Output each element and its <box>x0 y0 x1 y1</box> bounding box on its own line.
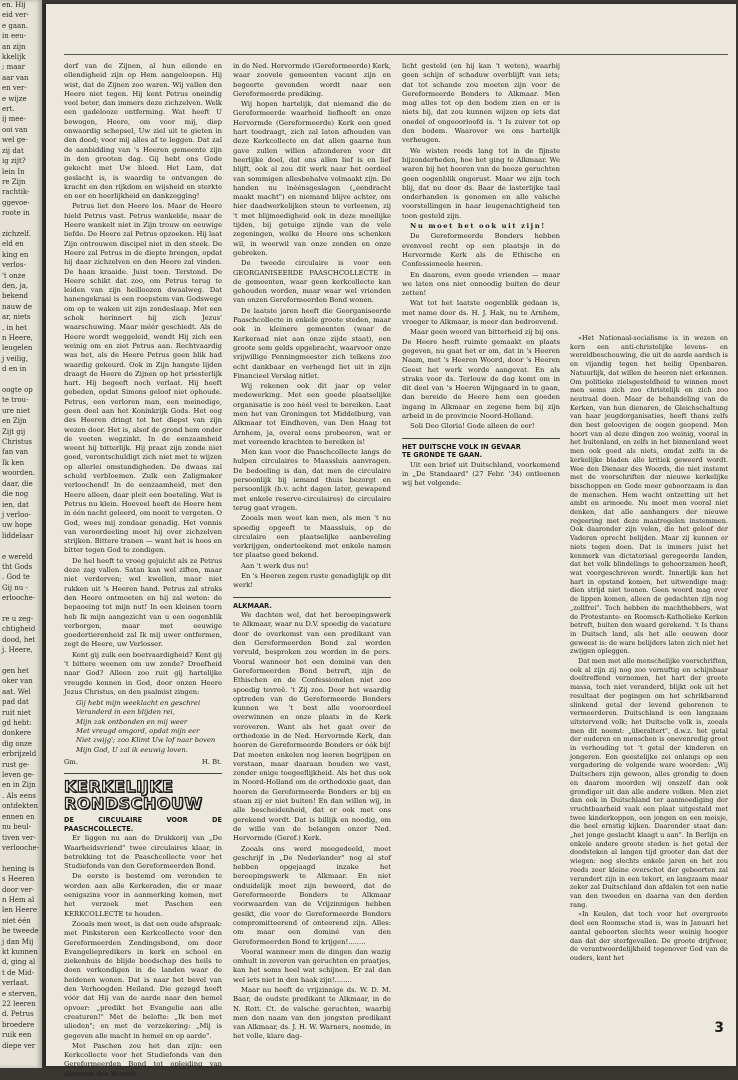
article-heading: DE CIRCULAIRE VOOR DE PAASCHCOLLECTE. <box>64 816 222 833</box>
prev-page-line: j veilig, <box>2 354 28 363</box>
banner-line-2: RONDSCHOUW <box>64 794 203 814</box>
col2-para-13: Maar nu heeft de vrijzinnige ds. W. D. M. Baar, de oudste predikant te Alkmaar, in de N. Rott. Ct. de valsche geruchten, waarbij men den naam van den jongsten predikant van Alkmaar, ds. J. H. W. Warners, noemde, in het volle, klare dag- <box>233 986 391 1041</box>
prev-page-line: n Heere, <box>2 334 33 342</box>
prev-page-line: Christus <box>2 438 32 447</box>
prev-page-line: bekend <box>2 292 28 301</box>
col2-para-8: Aan 't werk dus nu! <box>241 561 309 570</box>
prev-page-line: verlaat. <box>2 979 30 988</box>
col3-para-2: We wisten reeds lang tot in de fijnste bijzonderheden, hoe het ging te Alkmaar. We waren bij het hooren van de booze geruchten geen oogenblik ongerust. Maar we zijn toch blij, dat nu door ds. Baar de lasterlijke taal onderhanden is genomen en alle valsche voorstellingen in haar leugenachtigheid ten toon gesteld zijn. <box>402 146 560 220</box>
prev-page-line: d en in <box>2 365 27 374</box>
prev-page-line <box>0 541 42 551</box>
col3-para-9: Uit een brief uit Duitschland, voorkomend in „De Standaard" (27 Febr. '34) ontleenen wij het volgende: <box>402 460 560 488</box>
prev-page-line: eid ver- <box>2 11 29 20</box>
prev-page-line: ggevoe- <box>2 198 30 207</box>
col1-para-8: Met Paschen zou het dan zijn: een Kerkcollecte voor het Studiefonds van den Gereformeerden Bond tot opleiding van dienaren des Woords <box>64 1041 222 1078</box>
prev-page-line: woorden. <box>2 469 36 478</box>
section-divider <box>233 597 391 598</box>
prev-page-line: niet één <box>2 916 31 925</box>
prev-page-line: en ver- <box>2 84 27 93</box>
top-rule <box>64 54 728 55</box>
prev-page-line: ure niet <box>2 406 30 415</box>
col3-para-5: En daarom, even goede vrienden — maar we laten ons niet onnoodig buiten de deur zetten! <box>402 270 560 298</box>
prev-page-line: e wereld <box>2 552 33 561</box>
column-3 <box>402 62 560 489</box>
prev-page-line: wel ge- <box>2 136 28 145</box>
prev-page-line: ontdekten <box>2 802 38 811</box>
prev-page-line: , in het <box>2 323 27 332</box>
prev-page-line: len Heere <box>2 906 37 915</box>
prev-page-line: en. Hij <box>2 1 26 9</box>
prev-page-line: an zijn <box>2 42 26 51</box>
prev-page-line: die nog <box>2 490 29 499</box>
section-divider <box>402 438 560 439</box>
prev-page-line: j dan Mij <box>2 937 34 946</box>
prev-page-line: s Heeren <box>2 875 35 884</box>
col3-para-7: Maar geen woord van bitterheid zij bij ons. De Heere heeft ruimte gemaakt en plaats gegeven, nu gaat het er om, dat in 's Heeren Naam, met 's Heeren Woord, door 's Heeren Geest het werk worde aangevat. En als straks voor ds. Terlouw de dag komt om in dit deel van 's Heeren Wijngaard in te gaan, dan bereide de Heere hem een goeden ingang in Alkmaar en zegene hem bij zijn arbeid in de provincie Noord-Holland. <box>402 328 560 420</box>
prev-page-line: ruik een <box>2 1031 32 1040</box>
col2-para-6: Men kan voor die Paaschcollecte langs de hulpen circulaires te Maassluis aanvragen. De bedoeling is dan, dat men de circulaire persoonlijk bij iemand thuis bezorgt en persoonlijk (b.v. acht dagen later, gewapend met enkele reserve-circulaires) de circulaire terug gaat vragen. <box>233 448 391 512</box>
prev-page-line: dig onze <box>2 739 32 748</box>
col1-para-3: De hel heeft te vroeg gejuicht als ze Petrus deze zag vallen. Satan kan wel ziften, maar niet verderven; wel kwellen, maar niet rukken uit 's Heeren hand. Petrus zal straks den Heere ontmoeten en hij zal weten: de bepaoeing tot mijn nut! In een kleinen toorn heb Ik mijn aangezicht van u een oogenblik verborgen, maar met eeuwige goedertierenheid zal Ik mij uwer ontfermen, zegt de Heere, uw Verlosser. <box>64 556 222 649</box>
col2-para-1: in de Ned. Hervormde (Gereformeerde) Kerk, waar zoovele gemeenten vacant zijn en begeerte gevonden wordt naar een Gereformeerde prediking. <box>233 62 391 98</box>
prev-page-line: rust ge- <box>2 760 30 769</box>
prev-page-line: j. Heere, <box>2 646 33 655</box>
prev-page-line: ruit niet <box>2 708 31 717</box>
prev-page-line: ig zijt? <box>2 157 26 166</box>
prev-page-line: re Zijn <box>2 177 26 186</box>
col2-para-9: En 's Heeren zegen ruste genadiglijk op dit werk! <box>233 572 391 590</box>
prev-page-line: ooi van <box>2 125 28 134</box>
prev-page-line: lein In <box>2 167 25 176</box>
prev-page-line: en in Zijn <box>2 781 36 790</box>
poem-line: Met vreugd omgord, opdat mijn eer <box>76 727 200 736</box>
banner-line-1: KERKELIJKE <box>64 777 174 797</box>
col1-para-7: Zooals men weet, is dat een oude afspraak: met Pinksteren een Kerkcollecte voor den Gereformeerden Zendingsbond, om door Evangeliepredikers in kerk en school en ziekenhuis de blijde boodschap des heils te doen verkondigen in de landen waar de heidenen wonen. Dat is naar het bevel van den Verhoogden Heiland. Die gezegd heeft vóór dat Hij van de aarde naar den hemel opvoer: „predikt het Evangelie aan alle creaturen!" Met de belofte: „Ik ben met ulieden"; en met de verzekering: „Mij is gegeven alle macht in hemel en op aarde". <box>64 919 222 1040</box>
prev-page-line: broedere <box>2 1020 35 1029</box>
prev-page-line: 22 leeren <box>2 1000 36 1008</box>
prev-page-line: leugelen <box>2 344 33 353</box>
col2-para-12: Vooral wanneer men de dingen dan wazig omhult in zeveren van geruchten en praatjes, kan het soms heel wat schijnen. Er zal dan wel iets niet in den haak zijn!........ <box>233 947 391 984</box>
column-4 <box>570 334 728 964</box>
col4-para-2: Dat men met alle menschelijke voorschriften, ook al zijn zij nog zoo vernuftig en schijnbaar doeltreffend vernomen, het hart der groote massa, toch niet veranderd, blijkt ook uit het resultaat der pogingen om het schrikbarend slinkend getal der levend geborenen te vermeerderen. Duitschland is een langzaam uitstervend volk; het Duitsche volk is, zooals men dit noemt: „überaltert", d.w.z. het getal der ouderen en menschen is onevenredig groot in verhouding tot 't getal der kinderen en jongeren. Een geestelijke zei onlangs op een vergadering de volgende ware woorden: „Wij Duitschers zijn gewoon, alles grondig te doen en daarom moorden wij onszelf dan ook grondiger uit dan alle andere volken. Men ziet dan ook in Duitschland ter aanmoediging der vruchtbaarheid vaak een plaat uitgestald met twee kinderkoppen, een jongen en een meisje, die heel ernstig kijken. Daaronder staat dan: „het jonge geslacht klaagt u aan". In Berlijn en enkele andere groote steden is het getal der doodsteken al langen tijd grooter dan dat der wiegen: nog slechts enkele jaren en het zou reeds zeer kleine overschot der geboorten zal verandert zijn in een tekort, en langzaam maar zeker zal Duitschland dan afdalen tot een natie van den tweeden en daarna van den derden rang. <box>570 657 728 909</box>
col3-para-6: Wat tot het laatste oogenblik gedaan is, met name door ds. H. J. Hak, nu te Arnhem, vroeger te Alkmaar, is meer dan bedroevend. <box>402 299 560 327</box>
prev-page-line: en Zijn <box>2 417 27 426</box>
prev-page-line: e wijze <box>2 94 27 103</box>
poem-line: Mijn zak ontbonden en mij weer <box>76 717 188 726</box>
prev-page-line: diepe ver <box>2 1041 36 1050</box>
prev-page-line: tht Gods <box>2 562 33 571</box>
prev-page-line: te trou- <box>2 396 29 405</box>
prev-page-line: Gij nu - <box>2 583 28 592</box>
prev-page-line: t de Mid- <box>2 968 35 977</box>
prev-page-line <box>0 604 42 614</box>
prev-page-line: roote in <box>2 209 30 218</box>
prev-page-line: zij dat <box>2 146 24 155</box>
psalm-verse <box>76 699 222 755</box>
col1-para-6: De eerste is bestemd om veronden te worden aan alle Kerkeraden, die er maar eenigszins voor in aanmerking komen, met het verzoek met Paschen een KERKCOLLECTE te houden. <box>64 872 222 918</box>
prev-page-line: be tweede <box>2 927 39 936</box>
prev-page-line: aat. Wel <box>2 687 31 696</box>
col4-para-1: »Het Nationaal-socialisme is in wezen en kern een anti-christelijke levens- en wereldbeschouwing, die uit de aarde aardsch is en vijandig tegen het heilig Openbaren. Natuurlijk, dat willen de heeren niet erkennen. Om politieke zielsgesteldheid te winnen moet men soms zich zoo christelijk en zich zoo neutraal doen. Maar de behandeling van de Kerken, van hun dienaren, de Gleichschaltung van haar jeugdorganisaties, heeft thans zelfs den best geloovigen de oogen geopend. Men hoort van al deze dingen zoo weinig, vooral in het buitenland, en zelfs in het binnenland weet men ook goed als niets, omdat zelfs in de kerkelijke bladen alle kritiek geweerd wordt. Wee den Dienaar des Woords, die niet instemt met de voorschriften der nieuwe kerkelijke bisschoppen en Gode meer gehoorzaam is dan de menschen. Hem wacht ontzetting uit het ambt en armoede. Nu moet men vooral niet denken, dat alle aanhangers der nieuwe regeering met deze maatregelen instemmen. Ook daaronder zijn velen, die het geloof der Vaderen oprecht belijden. Maar zij kunnen er niets tegen doen. Dat is immers juist het kenmerk van dictatoriaal geregeerde landen, dat het volk blindelings te gehoorzamen heeft, wat voorgeschreven wordt. Innerlijk kan het hart in opstand komen, het uitwendige mag: dien strijd niet toonen. Geen woord mag over de lippen komen, alleen de gedachten zijn nog „zollfrei". Toch hebben de machthebbers, wat de Protestante- en Roomsch-Katholieke Kerken betreft, buiten den waard gerekend. 't Is thans in Duitsch land, als het alle eeuwen door geweest is: de ware belijders laten zich niet het zwijgen opleggen. <box>570 334 728 656</box>
prev-page-line: chtigheid <box>2 625 36 634</box>
prev-page-line: king en <box>2 250 29 259</box>
prev-page-line: n Hem al <box>2 895 35 904</box>
prev-page-line: liddelaar <box>2 531 34 540</box>
prev-page-line: leven ge- <box>2 771 35 780</box>
prev-page-line: donkere <box>2 729 32 738</box>
prev-page-line: ar, niets <box>2 313 31 322</box>
prev-page-line: e gaan. <box>2 21 28 30</box>
col2-para-3: De tweede circulaire is voor een GEORGANISEERDE PAASCHCOLLECTE in de gemeenten, waar geen kerkcollecte kan gehouden worden, maar waar wel vrienden van onzen Gereformeerden Bond wonen. <box>233 259 391 305</box>
prev-page-line: ; maar <box>2 63 25 72</box>
prev-page-line: eld en <box>2 240 24 249</box>
col4-para-3: »In Keulen, dat toch voor het overgroote deel een Roomsche stad is, was in Januari het aantal geboorten slechts weer weinig hooger dan dat der sterfgevallen. De groote drijfveer, de verantwoordelijkheid tegenover God van de ouders, kent het <box>570 910 728 962</box>
prev-page-line: door ver- <box>2 885 35 894</box>
column-1 <box>64 62 222 1080</box>
prev-page-line: oker van <box>2 677 33 686</box>
col3-para-1: licht gesteld (en hij kan 't weten), waarbij geen schijn of schaduw overblijft van iets; dat tot schande zou moeten zijn voor de Gereformeerde Bonders te Alkmaar. Men mag alles tot op den bodem zien en er is niets bij, dat zou kunnen wijzen op iets dat onedel of ongeoorloofd is. 't Is zuiver tot op den bodem. Waarover we ons hartelijk verheugen. <box>402 62 560 145</box>
prev-page-line: uw hope <box>2 521 33 530</box>
prev-page-line: rachtik- <box>2 188 30 197</box>
poem-line: Mijn God, U zal ik eeuwig loven. <box>76 745 188 754</box>
poem-line: Veranderd in een blijden rei, <box>76 708 175 717</box>
col3-para-4: De Gereformeerde Bonders hebben evenveel recht op een plaatsje in de Hervormde Kerk als de Ethische en Confessioneele heeren. <box>402 232 560 269</box>
prev-page-line: kt kunnen <box>2 947 38 956</box>
prev-page-line <box>0 656 42 666</box>
col2-para-10: We dachten wel, dat het beroepingswerk te Alkmaar, waar nu D.V. spoedig de vacature door de overkomst van een predikant van den Gereformeerden Bond zal worden vervuld, besproken zou worden in de pers. Vooral wanneer het een dominé van den Gereformeerden Bond betreft, zijn de Ethischen en de Confessionelen niet zoo spoedig tevreê. 't Zij zoo. Door het waardig optreden van de Gereformeerde Bonders kunnen we 't best alle vooroordeel overwinnen en onze plaats in de Kerk veroveren. Want als het gaat over de orthodoxie in de Ned. Hervormde Kerk, dan hooren de Gereformeerde Bonders er óók bij! Dat moeten enkelen nog leeren begrijpen en verstaan, maar daaraan houden we vast, zonder enige toegeeflijkheid. Als het dus ook in Noord-Holland om de orthodoxie gaat, dan hooren de Gereformeerde Bonders er bij en staan zij er niet buiten! En dan willen wij, in alle bescheidenheid, dat er ook met ons gerekend wordt. Dat is billijk en noodig, om de wille van de belangen onzer Ned. Hervormde (Geref.) Kerk. <box>233 611 391 843</box>
prev-page-line: ij mee- <box>2 115 26 124</box>
prev-page-line: j verloo- <box>2 510 31 519</box>
prev-page-line <box>0 375 42 385</box>
poem-line: Niet zwijg'; zoo Klimt Uw lof naar boven <box>76 736 216 745</box>
prev-page-line: gen het <box>2 667 29 675</box>
prev-page-line: oogte op <box>2 386 33 395</box>
col3-para-3: Nu moet het ook uit zijn! <box>410 222 546 231</box>
prev-page-line <box>0 219 42 229</box>
prev-page-line: nu beul- <box>2 823 31 832</box>
prev-page-line: dood, het <box>2 635 36 644</box>
col1-para-2: Petrus liet den Heere los. Maar de Heere hield Petrus vast. Petrus wankelde, maar de Heere wankelt niet in Zijn trouw en eeuwige liefde. De Heere zal Petrus opzoeken. Hij laat Zijn ontrouwen discipel niet in den steek. De Heere zal Petrus in de diepte brengen, opdat hij daar zichzelven en den Heere zal vinden. De haan kraaide. Juist toen. Terstond. De Heere schikt dat zoo, om Petrus terug te leiden van zijn heilloozen dwaalweg. Dat hanengekraai is een roepstem van Godswege om op te waken uit zijn zondeslaap. Met een schok herinnert hij zich Jezus' waarschuwing. Maar méér geschiedt. Als de Heere wordt weggeleid, wendt Hij zich een weinig om en ziet Petrus aan. Rechtvaardig was het, als de Heere Petrus geen blik had waardig gekeurd. Ook in Zijn hangste lijden draagt de Heere de Zijnen op het priesterlijk hart. Hij begeeft noch verlaat. Hij heeft gebeden, opdat Simons geloof niet ophoude. Petrus, een verloren man, een meinedige, geen deel aan het Koninkrijk Gods. Het oog des Heeren dringt tot het diepst van zijn wezen door. Het is, alsof de grond hem onder de voeten wegzinkt. In de eenzaamheid weent hij bitterlijk. Hij praat zijn zonde niet goed, verontschuldigt zich niet met te wijzen op allerlei omstandigheden. De dwaas zal schuld verbloemen. Zulk een Zaligmaker verloochend! In de eenzaamheid, met den Heere alleen, daar pleit een boeteling. Wat is Petrus nu klein. Hoeveel heeft de Heere hem in één nacht geleerd, om nooit te vergeten. O God, wees mij zondaar genadig. Het vonnis van veroordeeling moet hij over zichzelven strijken. Bittere tranen — want het is hoos en bitter tegen God te zondigen. <box>64 202 222 555</box>
prev-page-line: pad dat <box>2 698 29 707</box>
prev-page-line: Zijt gij <box>2 427 26 436</box>
germany-heading-1: HET DUITSCHE VOLK IN GEVAAR <box>402 442 521 451</box>
signature-right: H. Bt. <box>201 757 222 766</box>
germany-heading-2: TE GRONDE TE GAAN. <box>402 451 483 460</box>
col2-para-11: Zooals ons werd meegedeeld, moet geschrijf in „De Nederlander" nog al stof hebben opgejaagd inzake het beroepingswerk te Alkmaar. En niet onduidelijk moet zijn beweerd, dat de Gereformeerde Bonders te Alkmaar voorwaarden van de Vrijzinnigen hebben gesikt, die voor de Gereformeerde Bonders compromitteerend of onteerend zijn. Alles: om maar een dominé van den Gereformeerden Bond te krijgen!........ <box>233 844 391 946</box>
prev-page-line: . Als eens <box>2 791 36 800</box>
prev-page-line: e sterven, <box>2 989 38 998</box>
signature <box>64 758 222 767</box>
signature-left: Gm. <box>64 757 79 766</box>
prev-page-line: aar van <box>2 73 29 82</box>
prev-page-line: gd hebt: <box>2 719 32 728</box>
prev-page-line: . God te <box>2 573 30 582</box>
col2-para-2: Wij hopen hartelijk, dat niemand die de Gereformeerde waarheid liefheeft en onze Hervormde (Gereformeerde) Kerk een goed hart toedraagt, zich zal laten afhouden van deze Kerkcollecte en dat allen gaarne hun gave zullen willen afzonderen voor dit heerlijke doel, dat ons allen lief is en lief blijft, ook al zou dit werk naar het oordeel van sommigen allesbehalve volmaakt zijn. De handen nu inéénsgeslagen („eendracht maakt macht") en niemand blijve achter, om hier daadwerkelijken steun te verleenen, zij 't met blijmoedigheid ook in deze moeilijke tijden, bij getuige zijnde van de vele zegeningen, welke de Heere ons schenken wil, in weerwil van onze zonden en onze gebreken. <box>233 100 391 257</box>
col1-para-5: Er liggen nu aan de Drukkerij van „De Waarheidsvriend" twee circulaires klaar, in betrekking tot de Paaschcollecte voor het Studiefonds van den Gereformeerden Bond. <box>64 834 222 871</box>
prev-page-line: erbrijzeld <box>2 750 37 759</box>
poem-line: Gij hebt mijn weeklacht en geschrei <box>76 699 201 708</box>
prev-page-line: d. Petrus <box>2 1010 34 1019</box>
section-banner <box>64 778 222 812</box>
prev-page-line: Ik ken <box>2 458 25 467</box>
column-2 <box>233 62 391 1043</box>
prev-page-line: ert. <box>2 105 15 114</box>
col2-para-5: Wij rekenen ook dit jaar op veler medewerking. Met een goede plaatselijke organisatie is zoo héél veel te bereiken. Laat men het van Groningen tot Middelburg, van Alkmaar tot Eindhoven, van Den Haag tot Arnhem, ja, overal eens probeeren, wat er met vereende krachten te bereiken is! <box>233 382 391 446</box>
prev-page-line: nauw de <box>2 302 33 311</box>
alkmaar-heading: ALKMAAR. <box>233 601 272 610</box>
col3-para-8: Soli Deo Gloria! Gode alleen de eer! <box>410 422 535 431</box>
page-number: 3 <box>714 1020 724 1036</box>
previous-page-strip <box>0 0 42 1068</box>
col1-para-1: derf van de Zijnen, al hun eilende en ellendigheid zijn op Hem aangeloopen. Hij wist, dat de Zijnen zoo waren. Wij vallen den Heere niet tegen. Hij kent Petrus oneindig veel beter, dan immers deze zichzelven. Welk een gadelooze ontferming. Wat heeft U bewogen, Heere, om voor mij, diep onwaardig schepsel, Uw ziel uit te gieten in den dood; voor mij alles af te leggen. Dat zal de aanbidding van 's Heeren gemeente zijn in den grooten dag. Gij hebt ons Gode gekocht met Uw bloed. Het Lam, dat geslacht is, is waardig te ontvangen de kracht en den rijkdom en wijsheid en sterkte en eer en heerlijkheid en dankzegging! <box>64 62 222 201</box>
col1-para-4: Kent gij zulk een boetvaardigheid? Kent gij 't bittere weenen om uw zonde? Droefheid naar God? Alleen zoo ruit gij hartelijke vreugde kennen in God, door onzen Heere Jezus Christus, en den psalmist zingen: <box>64 650 222 696</box>
prev-page-line: zichzelf. <box>2 229 31 238</box>
prev-page-line: hening is <box>2 864 35 873</box>
col2-para-4: De laatste jaren heeft die Georganiseerde Paaschcollecte in enkele groote steden, maar ook in kleinere gemeenten (waar de Kerkeraad niet aan onze zijde staat), een groote som gelds opgebracht, waarvoor onze vrijwillige Penningmeester zich telkens zoo echt dankbaar en verheugd liet uit in zijn Financieel Verslag nitlet. <box>233 306 391 380</box>
prev-page-line: kkelijk <box>2 53 26 62</box>
prev-page-line: 't onze <box>2 271 26 280</box>
prev-page-line: den, ja, <box>2 281 29 290</box>
prev-page-line <box>0 853 42 863</box>
prev-page-line: tiven ver- <box>2 833 36 842</box>
prev-page-line: ennen en <box>2 812 35 821</box>
prev-page-line: in eeu- <box>2 32 27 41</box>
prev-page-line: ien, dat <box>2 500 29 509</box>
prev-page-line: erlooche- <box>2 594 36 603</box>
prev-page-line: verlos- <box>2 261 26 270</box>
prev-page-line: daar, die <box>2 479 33 488</box>
prev-page-line: d, ging al <box>2 958 36 967</box>
prev-page-line: verlooche- <box>2 843 40 852</box>
section-divider <box>64 773 222 774</box>
prev-page-line: re u zeg- <box>2 614 34 623</box>
col2-para-7: Zooals men weet kan men, als men 't nu spoedig opgeeft te Maassluis, op de circulaire een plaatselijke aanbeveling verkrijgen, onderteekend met enkele namen ter plaatse goed bekend. <box>233 514 391 560</box>
prev-page-line: fan van <box>2 448 29 457</box>
newspaper-page <box>46 4 736 1078</box>
